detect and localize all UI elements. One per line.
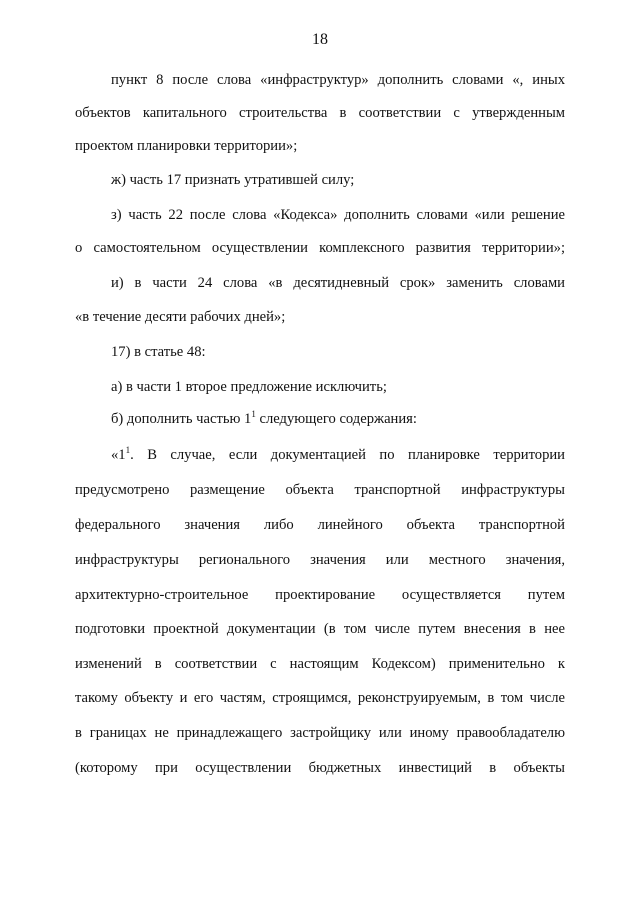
text-line: инфраструктуры регионального значения или местного значения, <box>75 552 565 568</box>
text-line: изменений в соответствии с настоящим Кодексом) применительно к <box>75 656 565 672</box>
text-line: ж) часть 17 признать утратившей силу; <box>111 172 355 188</box>
text-line: «в течение десяти рабочих дней»; <box>75 309 286 325</box>
superscript: 1 <box>251 409 256 419</box>
text-fragment: б) дополнить частью 1 <box>111 411 252 427</box>
text-line: проектом планировки территории»; <box>75 138 298 154</box>
text-line: о самостоятельном осуществлении комплексного развития территории»; <box>75 240 565 256</box>
text-line: федерального значения либо линейного объекта транспортной <box>75 517 565 533</box>
text-line: пункт 8 после слова «инфраструктур» дополнить словами «, иных <box>111 72 565 88</box>
text-line <box>111 446 565 464</box>
text-fragment: следующего содержания: <box>255 411 417 427</box>
text-line: подготовки проектной документации (в том числе путем внесения в нее <box>75 621 565 637</box>
text-line: предусмотрено размещение объекта транспортной инфраструктуры <box>75 482 565 498</box>
text-line: (которому при осуществлении бюджетных инвестиций в объекты <box>75 760 565 776</box>
page-number: 18 <box>312 31 328 48</box>
text-line: а) в части 1 второе предложение исключить; <box>111 379 387 395</box>
text-line: з) часть 22 после слова «Кодекса» дополнить словами «или решение <box>111 207 565 223</box>
text-line: объектов капитального строительства в соответствии с утвержденным <box>75 105 565 121</box>
text-line: такому объекту и его частям, строящимся, реконструируемым, в том числе <box>75 690 565 706</box>
text-line: архитектурно-строительное проектирование осуществляется путем <box>75 587 565 603</box>
text-fragment: . В случае, если документацией по планировке территории <box>130 447 565 463</box>
text-line <box>111 410 565 428</box>
superscript: 1 <box>125 445 131 455</box>
text-line: 17) в статье 48: <box>111 344 206 360</box>
text-line: в границах не принадлежащего застройщику или иному правообладателю <box>75 725 565 741</box>
text-line: и) в части 24 слова «в десятидневный срок» заменить словами <box>111 275 565 291</box>
text-fragment: «1 <box>111 447 126 463</box>
